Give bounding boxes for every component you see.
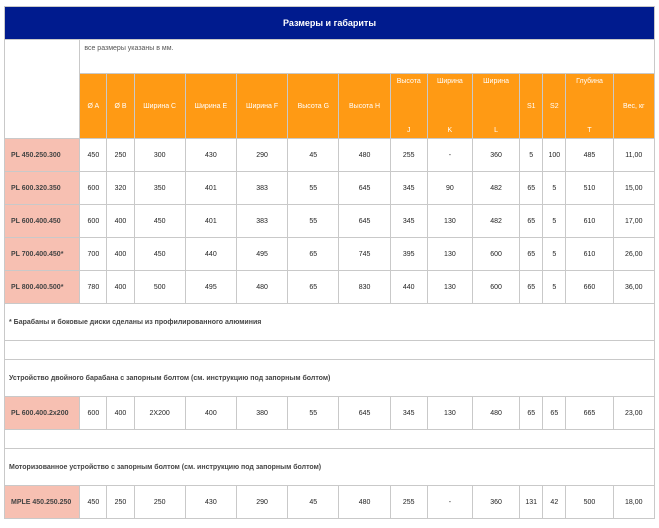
cell-l: 482 — [473, 172, 519, 204]
cell-k: 130 — [428, 271, 472, 303]
cell-l: 360 — [473, 486, 519, 518]
cell-t: 660 — [566, 271, 612, 303]
cell-weight: 26,00 — [614, 238, 654, 270]
cell-g: 55 — [288, 205, 338, 237]
cell-b: 400 — [107, 397, 133, 429]
empty-corner-cell — [5, 40, 79, 138]
cell-k: 130 — [428, 238, 472, 270]
cell-l: 360 — [473, 139, 519, 171]
cell-f: 380 — [237, 397, 287, 429]
cell-b: 400 — [107, 271, 133, 303]
header-j — [391, 74, 427, 138]
cell-e: 495 — [186, 271, 236, 303]
cell-h: 745 — [339, 238, 389, 270]
table-row — [5, 271, 654, 303]
cell-s2: 65 — [543, 397, 565, 429]
cell-s1: 65 — [520, 271, 542, 303]
cell-a: 450 — [80, 139, 106, 171]
cell-c: 350 — [135, 172, 185, 204]
header-s1: S1 — [520, 74, 542, 138]
cell-s1: 65 — [520, 238, 542, 270]
cell-s1: 65 — [520, 397, 542, 429]
blank-row — [5, 341, 654, 359]
cell-g: 55 — [288, 172, 338, 204]
header-f: Ширина F — [237, 74, 287, 138]
cell-f: 290 — [237, 139, 287, 171]
cell-b: 400 — [107, 238, 133, 270]
cell-g: 65 — [288, 271, 338, 303]
header-k-top: Ширина — [436, 78, 463, 85]
header-s2: S2 — [543, 74, 565, 138]
header-a: Ø A — [80, 74, 106, 138]
cell-weight: 17,00 — [614, 205, 654, 237]
cell-h: 830 — [339, 271, 389, 303]
cell-s2: 100 — [543, 139, 565, 171]
cell-e: 401 — [186, 205, 236, 237]
cell-c: 300 — [135, 139, 185, 171]
cell-h: 480 — [339, 486, 389, 518]
cell-j: 440 — [391, 271, 427, 303]
cell-a: 450 — [80, 486, 106, 518]
cell-k: 130 — [428, 397, 472, 429]
cell-s2: 5 — [543, 271, 565, 303]
cell-e: 430 — [186, 139, 236, 171]
model-cell: PL 600.400.450 — [5, 205, 79, 237]
cell-s2: 42 — [543, 486, 565, 518]
cell-b: 400 — [107, 205, 133, 237]
cell-a: 700 — [80, 238, 106, 270]
model-cell: PL 450.250.300 — [5, 139, 79, 171]
cell-h: 645 — [339, 205, 389, 237]
cell-l: 600 — [473, 238, 519, 270]
cell-t: 500 — [566, 486, 612, 518]
cell-h: 645 — [339, 397, 389, 429]
cell-l: 482 — [473, 205, 519, 237]
header-row — [5, 74, 654, 138]
cell-weight: 23,00 — [614, 397, 654, 429]
cell-k: - — [428, 139, 472, 171]
cell-s1: 65 — [520, 205, 542, 237]
cell-l: 600 — [473, 271, 519, 303]
cell-f: 480 — [237, 271, 287, 303]
cell-j: 255 — [391, 486, 427, 518]
header-b: Ø B — [107, 74, 133, 138]
cell-a: 600 — [80, 397, 106, 429]
dimensions-table-container — [4, 6, 655, 519]
cell-c: 2X200 — [135, 397, 185, 429]
cell-c: 450 — [135, 238, 185, 270]
cell-a: 780 — [80, 271, 106, 303]
header-l-top: Ширина — [483, 78, 510, 85]
model-cell: PL 800.400.500* — [5, 271, 79, 303]
cell-weight: 11,00 — [614, 139, 654, 171]
cell-t: 665 — [566, 397, 612, 429]
table-row — [5, 205, 654, 237]
cell-e: 440 — [186, 238, 236, 270]
header-l — [473, 74, 519, 138]
header-c: Ширина C — [135, 74, 185, 138]
cell-f: 290 — [237, 486, 287, 518]
header-weight: Вес, кг — [614, 74, 654, 138]
cell-f: 383 — [237, 172, 287, 204]
blank-row — [5, 430, 654, 448]
cell-k: 90 — [428, 172, 472, 204]
header-h: Высота H — [339, 74, 389, 138]
cell-weight: 36,00 — [614, 271, 654, 303]
cell-j: 395 — [391, 238, 427, 270]
table-row — [5, 238, 654, 270]
dimensions-table — [4, 6, 655, 519]
table-title: Размеры и габариты — [5, 7, 654, 39]
cell-c: 500 — [135, 271, 185, 303]
header-t-top: Глубина — [576, 78, 603, 85]
cell-t: 610 — [566, 205, 612, 237]
cell-j: 345 — [391, 205, 427, 237]
cell-j: 345 — [391, 397, 427, 429]
cell-a: 600 — [80, 172, 106, 204]
cell-b: 250 — [107, 139, 133, 171]
units-note: все размеры указаны в мм. — [80, 40, 654, 73]
table-row — [5, 139, 654, 171]
cell-b: 320 — [107, 172, 133, 204]
cell-f: 383 — [237, 205, 287, 237]
cell-b: 250 — [107, 486, 133, 518]
cell-s2: 5 — [543, 172, 565, 204]
header-e: Ширина E — [186, 74, 236, 138]
header-g: Высота G — [288, 74, 338, 138]
cell-g: 65 — [288, 238, 338, 270]
header-j-top: Высота — [396, 78, 421, 85]
table-row — [5, 486, 654, 518]
cell-g: 45 — [288, 486, 338, 518]
cell-k: - — [428, 486, 472, 518]
header-k — [428, 74, 472, 138]
cell-t: 485 — [566, 139, 612, 171]
cell-t: 610 — [566, 238, 612, 270]
header-t-bottom: T — [587, 127, 592, 134]
cell-k: 130 — [428, 205, 472, 237]
cell-a: 600 — [80, 205, 106, 237]
cell-j: 255 — [391, 139, 427, 171]
cell-s1: 65 — [520, 172, 542, 204]
cell-s1: 5 — [520, 139, 542, 171]
table-row — [5, 172, 654, 204]
cell-e: 401 — [186, 172, 236, 204]
model-cell: PL 600.400.2x200 — [5, 397, 79, 429]
cell-e: 430 — [186, 486, 236, 518]
cell-g: 55 — [288, 397, 338, 429]
cell-c: 250 — [135, 486, 185, 518]
model-cell: MPLE 450.250.250 — [5, 486, 79, 518]
cell-c: 450 — [135, 205, 185, 237]
cell-s2: 5 — [543, 238, 565, 270]
cell-l: 480 — [473, 397, 519, 429]
cell-t: 510 — [566, 172, 612, 204]
section-motorized-label: Моторизованное устройство с запорным болтом (см. инструкцию под запорным болтом) — [5, 449, 654, 485]
model-cell: PL 600.320.350 — [5, 172, 79, 204]
model-cell: PL 700.400.450* — [5, 238, 79, 270]
cell-e: 400 — [186, 397, 236, 429]
cell-j: 345 — [391, 172, 427, 204]
cell-s1: 131 — [520, 486, 542, 518]
cell-h: 645 — [339, 172, 389, 204]
header-t — [566, 74, 612, 138]
table-row — [5, 397, 654, 429]
cell-s2: 5 — [543, 205, 565, 237]
header-k-bottom: K — [447, 127, 453, 134]
section-double-drum-label: Устройство двойного барабана с запорным болтом (см. инструкцию под запорным болтом) — [5, 360, 654, 396]
cell-g: 45 — [288, 139, 338, 171]
cell-weight: 15,00 — [614, 172, 654, 204]
footnote: * Барабаны и боковые диски сделаны из профилированного алюминия — [5, 304, 654, 340]
cell-f: 495 — [237, 238, 287, 270]
cell-h: 480 — [339, 139, 389, 171]
header-j-bottom: J — [406, 127, 411, 134]
header-l-bottom: L — [494, 127, 499, 134]
cell-weight: 18,00 — [614, 486, 654, 518]
